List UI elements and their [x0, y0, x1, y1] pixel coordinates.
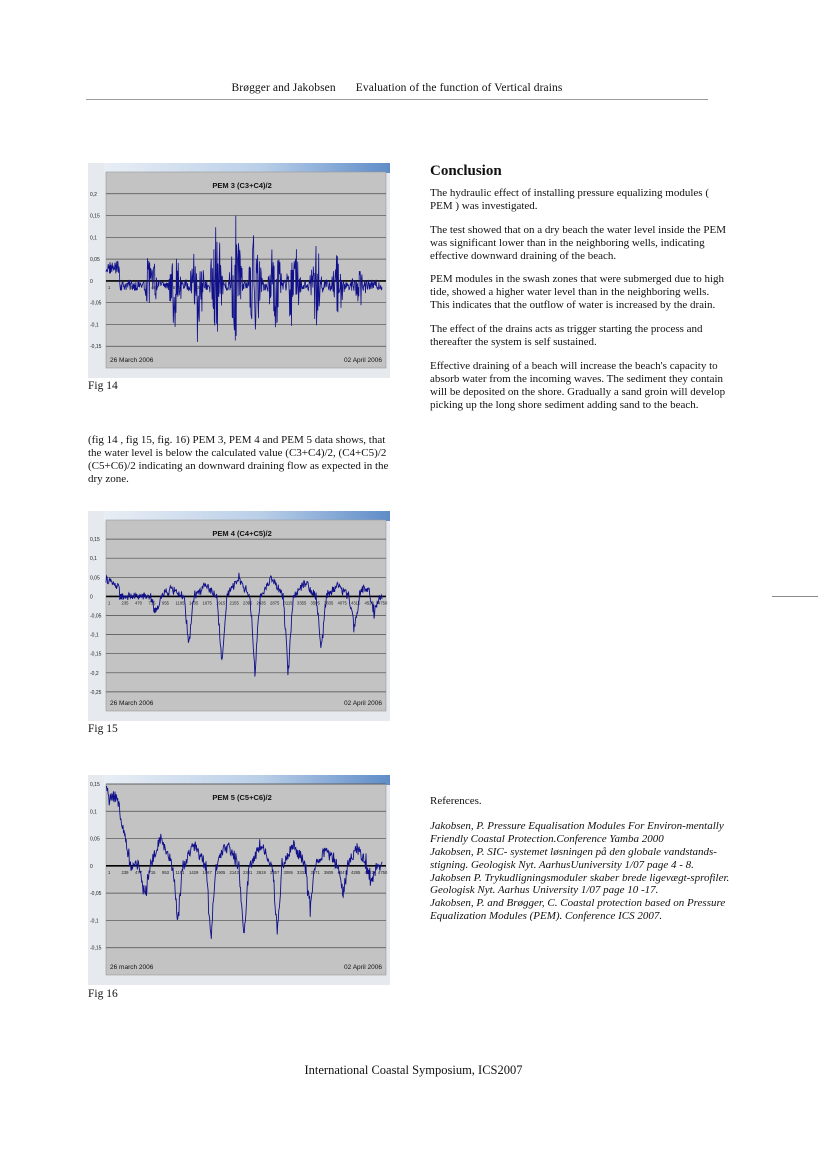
- x-tick-label: 3571: [310, 869, 320, 875]
- y-tick-label: 0,1: [90, 556, 97, 563]
- conclusion-paragraph: The effect of the drains acts as trigger starting the process and thereafter the system is self sustained.: [430, 323, 703, 349]
- chart-title: PEM 3 (C3+C4)/2: [212, 181, 272, 190]
- y-tick-label: -0,2: [90, 670, 99, 677]
- reference-item: Jakobsen, P. SIC- systemet løsningen på den globale vandstands-stigning. Geologisk Nyt. AarhusUuniversity 1/07 page 4 - 8.: [430, 845, 717, 871]
- x-tick-label: 3835: [324, 600, 334, 606]
- y-tick-label: 0,1: [90, 809, 97, 816]
- header-title: Evaluation of the function of Vertical drains: [355, 82, 563, 94]
- x-tick-label: 2155: [229, 600, 239, 606]
- y-tick-label: 0: [90, 278, 93, 285]
- conclusion-paragraph: The hydraulic effect of installing pressure equalizing modules ( PEM ) was investigated.: [430, 186, 709, 212]
- reference-item: Jakobsen P. Trykudligningsmoduler skaber brede ligevægt-sprofiler. Geologisk Nyt. Aarhus University 1/07 page 10 -17.: [430, 871, 730, 897]
- running-header: [86, 82, 708, 94]
- x-tick-label: 4047: [337, 869, 347, 875]
- x-tick-label: 4285: [351, 869, 361, 875]
- x-tick-label: 3809: [324, 869, 334, 875]
- x-tick-label: 1429: [189, 869, 199, 875]
- chart-title-band: [104, 163, 390, 173]
- conclusion-paragraph: PEM modules in the swash zones that were submerged due to high tide, showed a higher water level than in the neighboring wells. This indicates that the outflow of water is increased by the drain.: [430, 273, 724, 312]
- x-tick-label: 3595: [310, 600, 320, 606]
- y-tick-label: 0,15: [90, 537, 100, 544]
- x-tick-label: 4075: [337, 600, 347, 606]
- x-tick-label: 1435: [189, 600, 199, 606]
- y-tick-label: 0,2: [90, 191, 97, 198]
- x-tick-label: 4523: [364, 869, 374, 875]
- y-tick-label: -0,05: [90, 613, 102, 620]
- x-tick-label: 2395: [243, 600, 253, 606]
- y-tick-label: 0,1: [90, 235, 97, 242]
- conclusion-paragraph: Effective draining of a beach will increase the beach's capacity to absorb water from the incoming waves. The sediment they contain will be deposited on the shore. Gradually a sand groin will develop picking up the long shore sediment adding sand to the beach.: [430, 359, 726, 411]
- x-tick-label: 239: [121, 869, 129, 875]
- y-tick-label: 0,15: [90, 782, 100, 788]
- chart-title-band: [104, 511, 390, 521]
- chart-title: PEM 4 (C4+C5)/2: [212, 529, 272, 538]
- x-tick-label: 231: [129, 284, 137, 290]
- x-tick-label: 715: [148, 600, 156, 606]
- references-title: References.: [430, 795, 482, 807]
- x-tick-label: 1: [108, 600, 111, 606]
- x-tick-label: 477: [135, 869, 142, 875]
- x-tick-label: 1: [108, 869, 111, 875]
- y-tick-label: 0,05: [90, 575, 100, 582]
- chart-pem4: [88, 511, 390, 721]
- header-rule: [86, 99, 708, 100]
- chart-title: PEM 5 (C5+C6)/2: [212, 793, 272, 802]
- x-tick-label: 1675: [202, 600, 212, 606]
- y-tick-label: 0,15: [90, 213, 100, 220]
- figure-15-caption: Fig 15: [88, 723, 118, 735]
- y-tick-label: -0,05: [90, 300, 102, 307]
- reference-item: Jakobsen, P. Pressure Equalisation Modules For Environ-mentally Friendly Coastal Protection.Conference Yamba 2000: [430, 819, 724, 845]
- margin-rule: [772, 596, 818, 597]
- x-tick-label: 235: [121, 600, 129, 606]
- chart-pem5: [88, 775, 390, 985]
- start-date-label: 26 March 2006: [110, 357, 154, 364]
- end-date-label: 02 April 2006: [344, 964, 382, 971]
- start-date-label: 26 March 2006: [110, 700, 154, 707]
- conclusion-heading: Conclusion: [430, 163, 502, 179]
- x-tick-label: 1915: [216, 600, 226, 606]
- x-tick-label: 3333: [297, 869, 307, 875]
- x-tick-label: 2857: [270, 869, 280, 875]
- x-tick-label: 2619: [256, 869, 266, 875]
- x-tick-label: 676: [172, 284, 180, 290]
- y-tick-label: -0,1: [90, 918, 99, 925]
- y-tick-label: -0,15: [90, 344, 102, 351]
- y-tick-label: 0,05: [90, 257, 100, 264]
- x-tick-label: 1905: [216, 869, 226, 875]
- x-tick-label: 4750: [378, 869, 388, 875]
- x-tick-label: 3095: [283, 869, 293, 875]
- x-tick-label: 715: [148, 869, 156, 875]
- x-tick-label: 1: [108, 284, 111, 290]
- x-tick-label: 935: [194, 284, 202, 290]
- conclusion-paragraph: The test showed that on a dry beach the water level inside the PEM was significant lower than in the neighboring wells, indicating effective downward draining of the beach.: [430, 223, 726, 262]
- left-column-text: [88, 434, 390, 486]
- reference-item: Jakobsen, P. and Brøgger, C. Coastal protection based on Pressure Equalization Modules (PEM). Conference ICS 2007.: [430, 897, 726, 923]
- x-tick-label: 3115: [283, 600, 293, 606]
- y-tick-label: -0,1: [90, 322, 99, 329]
- x-tick-label: 955: [162, 600, 169, 606]
- start-date-label: 26 march 2006: [110, 964, 154, 971]
- x-tick-label: 953: [162, 869, 169, 875]
- chart-pem3: [88, 163, 390, 378]
- x-tick-label: 2635: [256, 600, 266, 606]
- y-tick-label: 0,05: [90, 836, 100, 843]
- y-tick-label: -0,25: [90, 689, 102, 696]
- header-authors: Brøgger and Jakobsen: [231, 82, 336, 94]
- y-tick-label: -0,1: [90, 632, 99, 639]
- x-tick-label: 470: [135, 600, 142, 606]
- x-tick-label: 1191: [175, 869, 185, 875]
- x-tick-label: 2381: [243, 869, 253, 875]
- y-tick-label: -0,15: [90, 651, 102, 658]
- figure-15: [88, 511, 390, 721]
- x-tick-label: 4315: [351, 600, 361, 606]
- figure-16: [88, 775, 390, 985]
- y-tick-label: -0,15: [90, 945, 102, 952]
- plot-area: [106, 784, 386, 975]
- x-tick-label: 2875: [270, 600, 280, 606]
- x-tick-label: 467: [151, 284, 159, 290]
- page-footer: International Coastal Symposium, ICS2007: [304, 1063, 523, 1077]
- plot-area: [106, 172, 386, 368]
- figure-discussion-paragraph: (fig 14 , fig 15, fig. 16) PEM 3, PEM 4 and PEM 5 data shows, that the water level is below the calculated value (C3+C4)/2, (C4+C5)/2 (C5+C6)/2 indicating an downward draining flow as expected in the dry zone.: [88, 434, 389, 485]
- x-tick-label: 2143: [229, 869, 239, 875]
- y-tick-label: 0: [90, 594, 93, 601]
- figure-16-caption: Fig 16: [88, 988, 118, 1000]
- end-date-label: 02 April 2006: [344, 700, 382, 707]
- chart-title-band: [104, 775, 390, 785]
- x-tick-label: 3355: [297, 600, 307, 606]
- end-date-label: 02 April 2006: [344, 357, 382, 364]
- x-tick-label: 1667: [202, 869, 212, 875]
- x-tick-label: 4750: [378, 600, 388, 606]
- conclusion-section: [430, 165, 730, 423]
- x-tick-label: 1195: [175, 600, 185, 606]
- x-tick-label: 4523: [364, 600, 374, 606]
- figure-14: [88, 163, 390, 378]
- y-tick-label: 0: [90, 863, 93, 870]
- references-section: [430, 795, 730, 923]
- figure-14-caption: Fig 14: [88, 380, 118, 392]
- y-tick-label: -0,05: [90, 891, 102, 898]
